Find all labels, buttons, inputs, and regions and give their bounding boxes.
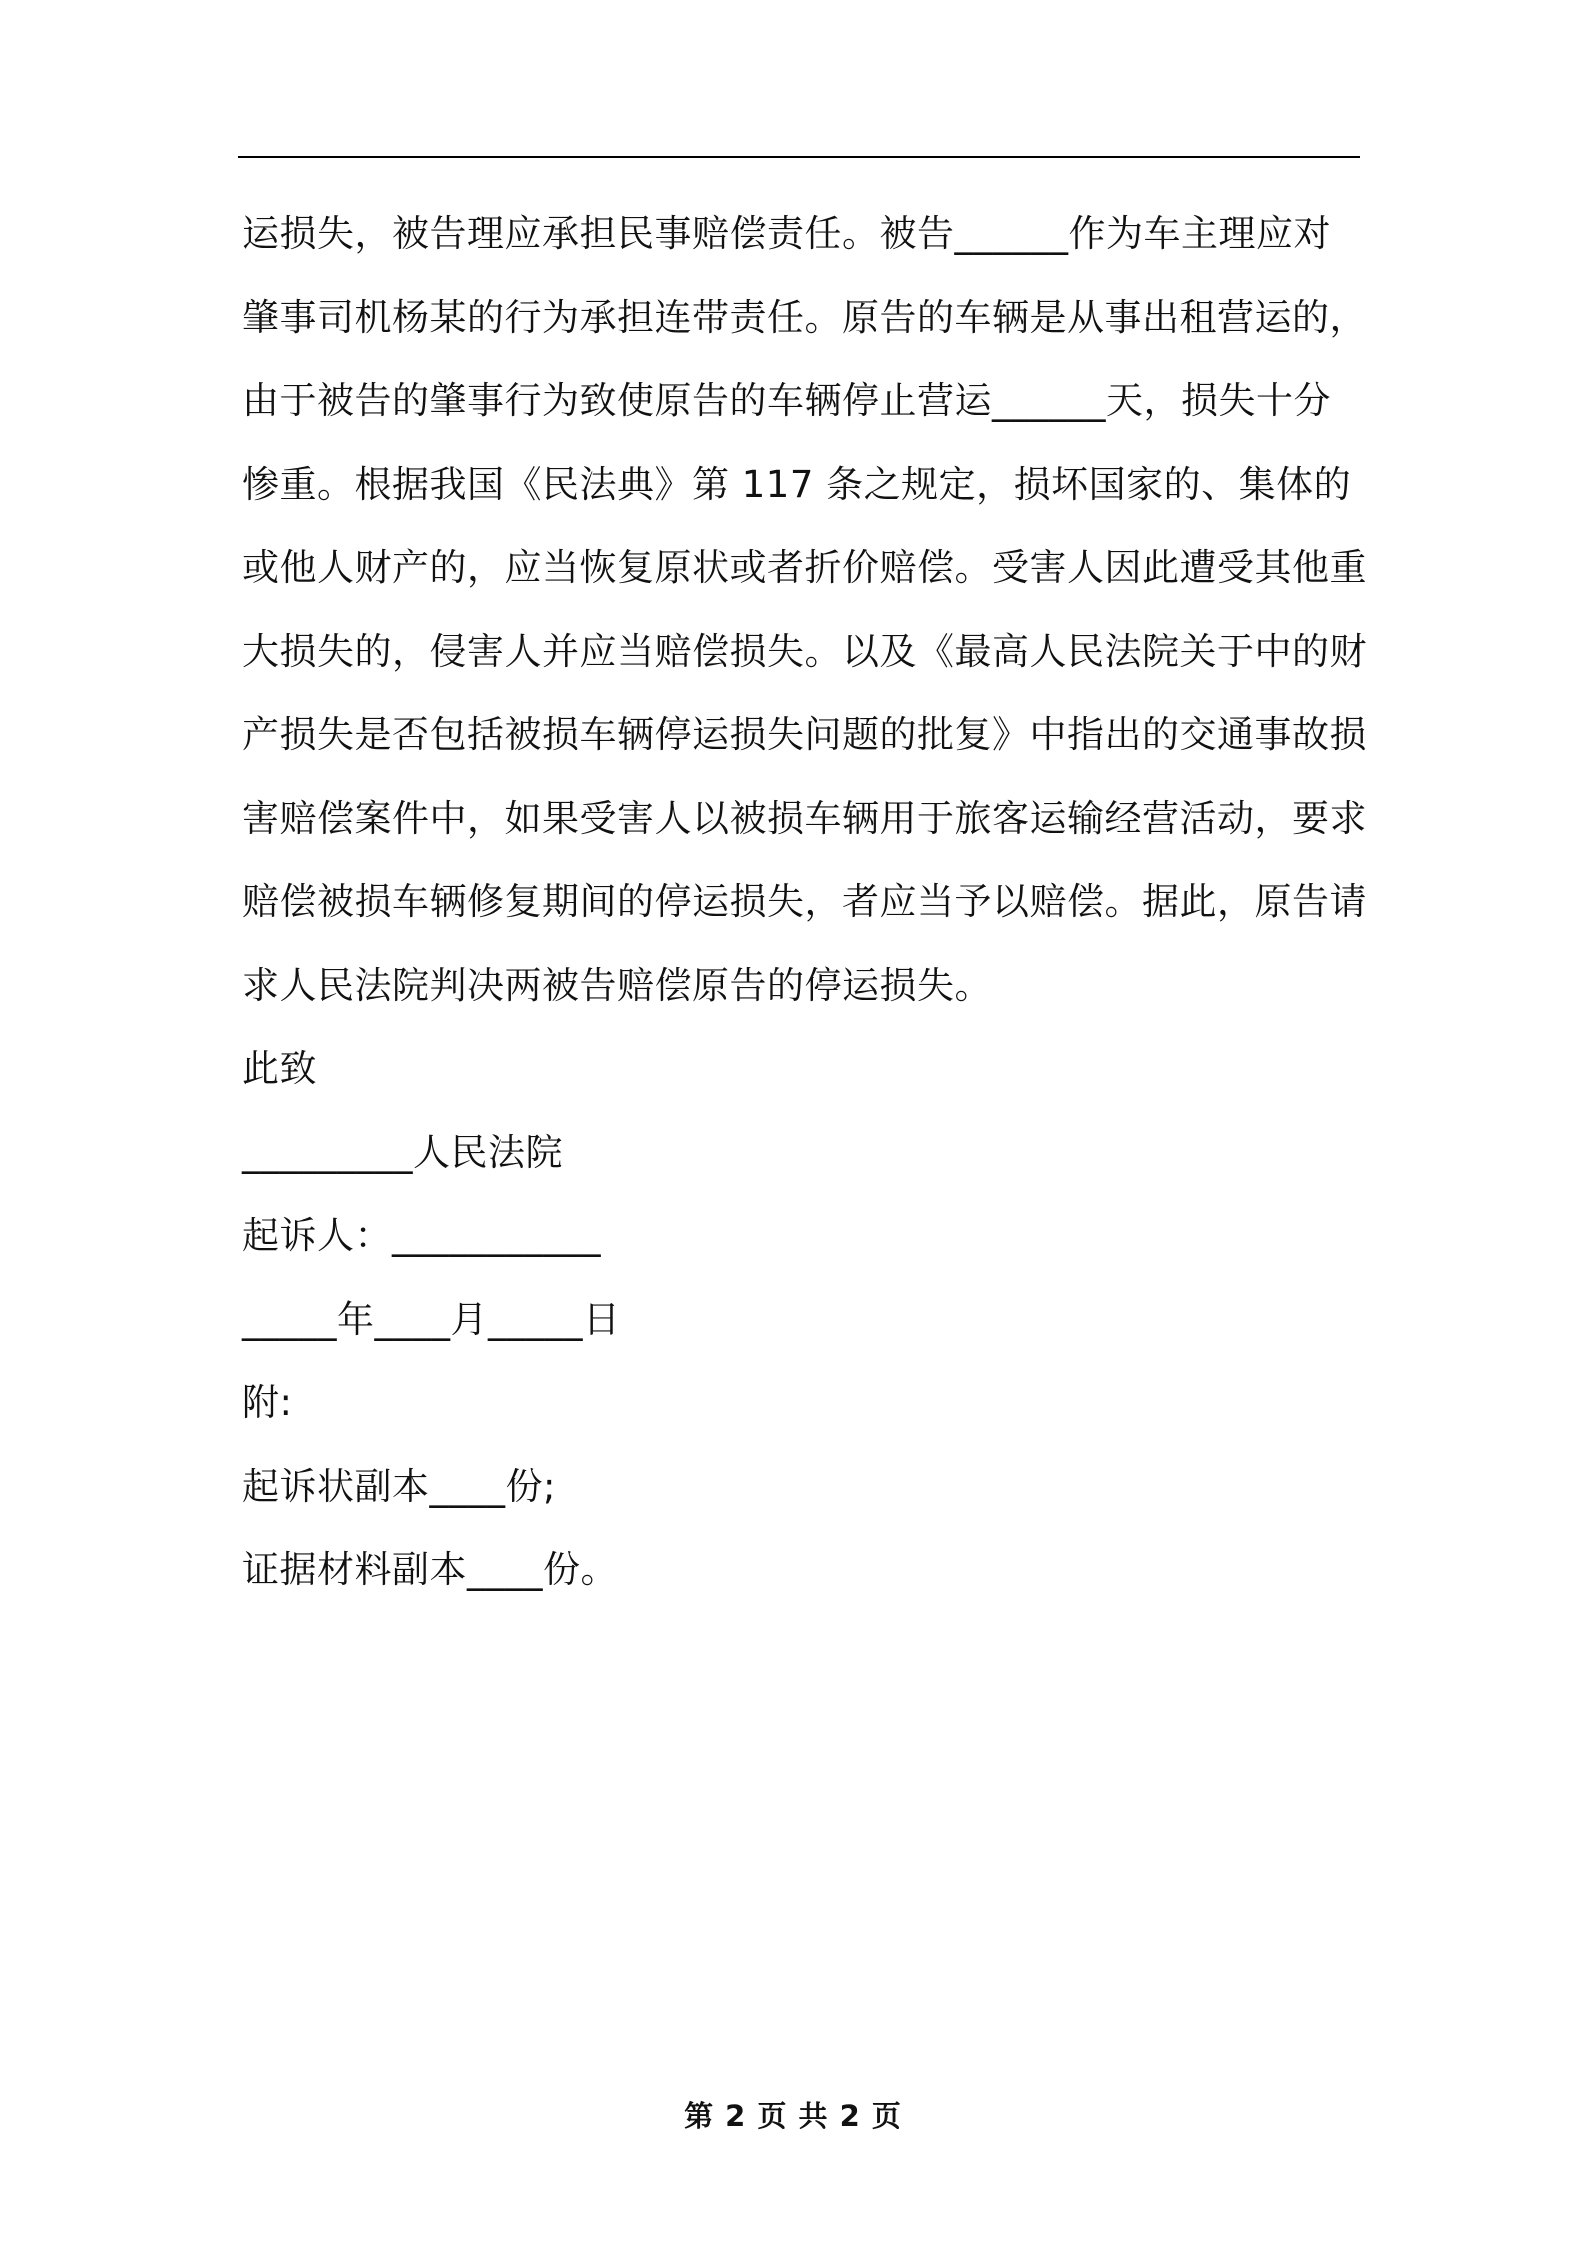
attachment-item: 起诉状副本____份; [242, 1464, 556, 1508]
body-line: 产损失是否包括被损车辆停运损失问题的批复》中指出的交通事故损 [242, 713, 1367, 756]
date-line: _____年____月_____日 [242, 1297, 621, 1341]
body-line: 赔偿被损车辆修复期间的停运损失，者应当予以赔偿。据此，原告请 [242, 880, 1367, 923]
body-line: 惨重。根据我国《民法典》第 117 条之规定，损坏国家的、集体的 [242, 462, 1352, 506]
body-line: 求人民法院判决两被告赔偿原告的停运损失。 [242, 963, 992, 1007]
body-line: 运损失，被告理应承担民事赔偿责任。被告______作为车主理应对 [242, 212, 1331, 255]
body-line: 害赔偿案件中，如果受害人以被损车辆用于旅客运输经营活动，要求 [242, 796, 1367, 840]
document-body [242, 192, 1367, 1612]
body-line: 由于被告的肇事行为致使原告的车辆停止营运______天，损失十分 [242, 379, 1331, 422]
body-line: 或他人财产的，应当恢复原状或者折价赔偿。受害人因此遭受其他重 [242, 546, 1367, 589]
court-line: _________人民法院 [242, 1130, 563, 1174]
attachment-item: 证据材料副本____份。 [242, 1548, 618, 1591]
header-rule [238, 156, 1360, 158]
attachments-heading: 附: [242, 1381, 293, 1424]
body-line: 大损失的，侵害人并应当赔偿损失。以及《最高人民法院关于中的财 [242, 629, 1367, 673]
page-number-footer: 第 2 页 共 2 页 [684, 2099, 902, 2133]
body-line: 肇事司机杨某的行为承担连带责任。原告的车辆是从事出租营运的， [242, 295, 1367, 339]
plaintiff-signature-line: 起诉人：___________ [242, 1214, 601, 1257]
salutation-line: 此致 [242, 1047, 317, 1090]
